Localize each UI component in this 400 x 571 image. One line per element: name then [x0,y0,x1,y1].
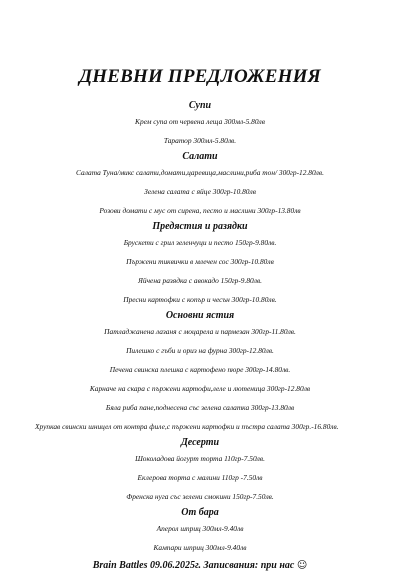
menu-item: Розови домати с мус от сирена, песто и маслини 300гр-13.80лв [99,206,301,215]
menu-list [0,99,400,571]
menu-item: Хрупкав свински шницел от контра филе,с пържени картофки и пъстра салата 300гр.-16.80лв. [35,422,339,431]
smiley-icon: ☺ [296,560,308,571]
menu-item: Яйчена разядка с авокадо 150гр-9.80лв. [137,276,263,285]
section-title: От бара [181,507,219,518]
section-title: Предястия и разядки [152,221,248,232]
menu-item: Еклерова торта с малини 110гр -7.50лв [137,473,263,482]
menu-item: Бяла риба пане,поднесена със зелена салатка 300гр-13.80лв [105,403,295,412]
section-title: Салати [182,151,218,162]
menu-item: Зелена салата с яйце 300гр-10.80лв [144,187,256,196]
menu-item: Пилешко с гъби и ориз на фурна 300гр-12.80лв. [126,346,274,355]
section-bar [0,506,400,552]
menu-item: Карначе на скара с пържени картофи,леле и лютеница 300гр-12.80лв [89,384,311,393]
section-title: Десерти [180,437,220,448]
menu-item: Френска нуга със зелени смокини 150гр-7.50лв. [126,492,274,501]
section-mains [0,309,400,431]
section-salads [0,150,400,215]
menu-item: Кампари шприц 300мл-9.40лв [153,543,247,552]
menu-item: Патладжанена лазаня с моцарела и пармезан 300гр-11.80лв. [104,327,296,336]
section-desserts [0,436,400,501]
menu-item: Салата Туна/микс салати,домати,царевица,маслини,риба тон/ 300гр-12.80лв. [76,168,324,177]
menu-item: Пържени тиквички в млечен сос 300гр-10.80лв [126,257,274,266]
menu-item: Пресни картофки с копър и чесън 300гр-10.80лв. [123,295,277,304]
section-title: Основни ястия [165,310,235,321]
section-soups [0,99,400,145]
section-title: Супи [188,100,212,111]
event-text: Brain Battles 09.06.2025г. Записвания: при нас [92,560,295,571]
menu-item: Таратор 300мл-5.80лв. [163,136,237,145]
section-starters [0,220,400,304]
menu-item: Шоколадова йогурт торта 110гр-7.50лв. [135,454,265,463]
menu-item: Аперол шприц 300мл-9.40лв [156,524,244,533]
page-title: ДНЕВНИ ПРЕДЛОЖЕНИЯ [79,66,321,87]
menu-item: Брускети с грил зеленчуци и песто 150гр-9.80лв. [123,238,277,247]
menu-item: Печена свинска плешка с картофено пюре 300гр-14.80лв. [109,365,291,374]
menu-item: Крем супа от червена леща 300мл-5.80лв [135,117,265,126]
